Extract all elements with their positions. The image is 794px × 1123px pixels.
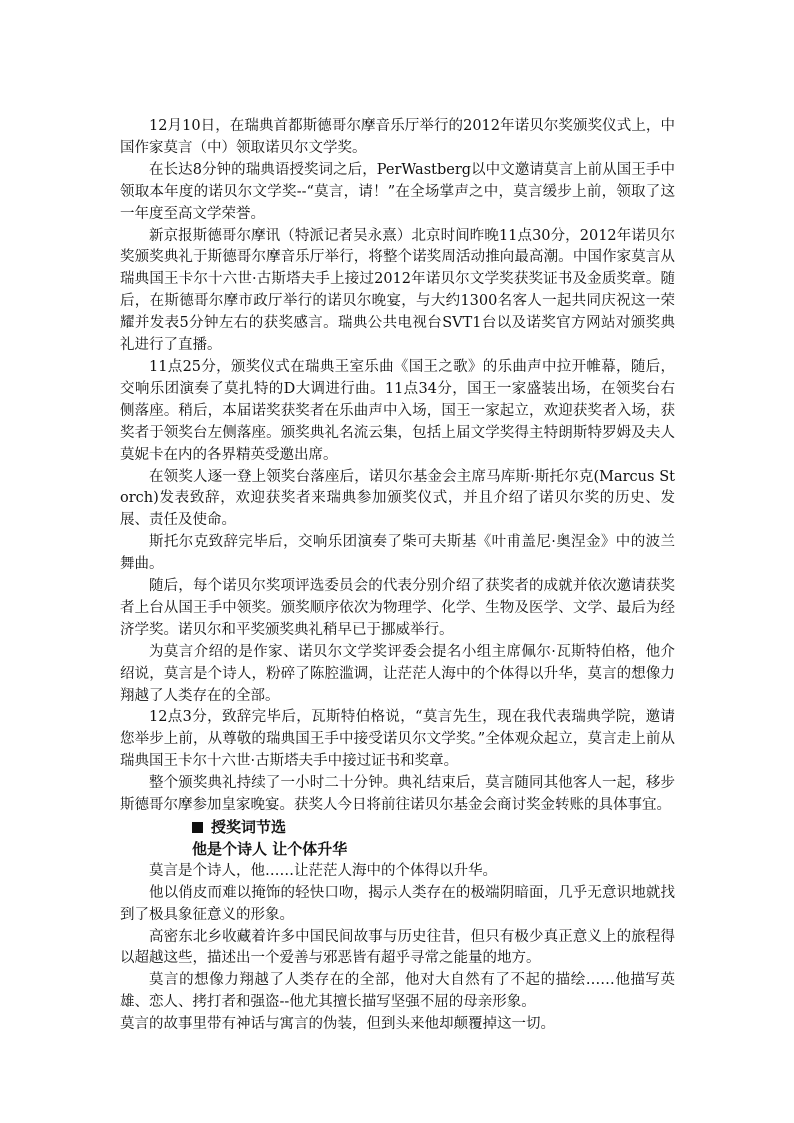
paragraph: 为莫言介绍的是作家、诺贝尔文学奖评委会提名小组主席佩尔·瓦斯特伯格，他介绍说，莫言是个诗人，粉碎了陈腔滥调，让茫茫人海中的个体得以升华，莫言的想像力翔越了人类存在的全部。: [120, 643, 675, 704]
document-page: [120, 116, 675, 1036]
paragraph: 莫言的想像力翔越了人类存在的全部，他对大自然有了不起的描绘……他描写英雄、恋人、拷打者和强盗--他尤其擅长描写坚强不屈的母亲形象。: [120, 972, 675, 1011]
paragraph: 11点25分，颁奖仪式在瑞典王室乐曲《国王之歌》的乐曲声中拉开帷幕，随后，交响乐团演奏了莫扎特的D大调进行曲。11点34分，国王一家盛装出场，在领奖台右侧落座。稍后，本届诺奖获奖者在乐曲声中入场，国王一家起立，欢迎获奖者入场，获奖者于领奖台左侧落座。颁奖典礼名流云集，包括上届文学奖得主特朗斯特罗姆及夫人莫妮卡在内的各界精英受邀出席。: [120, 358, 675, 463]
paragraph: 高密东北乡收藏着许多中国民间故事与历史往昔，但只有极少真正意义上的旅程得以超越这些，描述出一个爱善与邪恶皆有超乎寻常之能量的地方。: [120, 928, 675, 967]
section-heading-text: 授奖词节选: [211, 818, 287, 836]
paragraph: 12月10日，在瑞典首都斯德哥尔摩音乐厅举行的2012年诺贝尔奖颁奖仪式上，中国作家莫言（中）领取诺贝尔文学奖。: [120, 118, 675, 156]
square-bullet-icon: [192, 822, 203, 833]
paragraph: 莫言的故事里带有神话与寓言的伪装，但到头来他却颠覆掉这一切。: [120, 1016, 555, 1033]
paragraph: 在长达8分钟的瑞典语授奖词之后，PerWastberg以中文邀请莫言上前从国王手中领取本年度的诺贝尔文学奖--“莫言，请！”在全场掌声之中，莫言缓步上前，领取了这一年度至高文学荣誉。: [120, 161, 675, 222]
paragraph: 随后，每个诺贝尔奖项评选委员会的代表分别介绍了获奖者的成就并依次邀请获奖者上台从国王手中领奖。颁奖顺序依次为物理学、化学、生物及医学、文学、最后为经济学奖。诺贝尔和平奖颁奖典礼稍早已于挪威举行。: [120, 578, 675, 638]
paragraph: 莫言是个诗人，他……让茫茫人海中的个体得以升华。: [149, 862, 497, 879]
paragraph: 新京报斯德哥尔摩讯（特派记者吴永熹）北京时间昨晚11点30分，2012年诺贝尔奖颁奖典礼于斯德哥尔摩音乐厅举行，将整个诺奖周活动推向最高潮。中国作家莫言从瑞典国王卡尔十六世·古斯塔夫手上接过2012年诺贝尔文学奖获奖证书及金质奖章。随后，在斯德哥尔摩市政厅举行的诺贝尔晚宴，与大约1300名客人一起共同庆祝这一荣耀并发表5分钟左右的获奖感言。瑞典公共电视台SVT1台以及诺奖官方网站对颁奖典礼进行了直播。: [120, 227, 675, 354]
paragraph: 12点3分，致辞完毕后，瓦斯特伯格说，“莫言先生，现在我代表瑞典学院，邀请您举步上前，从尊敬的瑞典国王手中接受诺贝尔文学奖。”全体观众起立，莫言走上前从瑞典国王卡尔十六世·古斯塔夫手中接过证书和奖章。: [120, 709, 675, 770]
paragraph: 他以俏皮而难以掩饰的轻快口吻，揭示人类存在的极端阴暗面，几乎无意识地就找到了极具象征意义的形象。: [120, 884, 675, 923]
paragraph: 整个颁奖典礼持续了一小时二十分钟。典礼结束后，莫言随同其他客人一起，移步斯德哥尔摩参加皇家晚宴。获奖人今日将前往诺贝尔基金会商讨奖金转账的具体事宜。: [120, 775, 675, 814]
paragraph: 在领奖人逐一登上领奖台落座后，诺贝尔基金会主席马库斯·斯托尔克(Marcus Storch)发表致辞，欢迎获奖者来瑞典参加颁奖仪式，并且介绍了诺贝尔奖的历史、发展、责任及使命。: [120, 468, 675, 529]
section-subheading: 他是个诗人 让个体升华: [192, 839, 348, 858]
section-heading: [120, 817, 675, 839]
paragraph: 斯托尔克致辞完毕后，交响乐团演奏了柴可夫斯基《叶甫盖尼·奥涅金》中的波兰舞曲。: [120, 534, 675, 573]
